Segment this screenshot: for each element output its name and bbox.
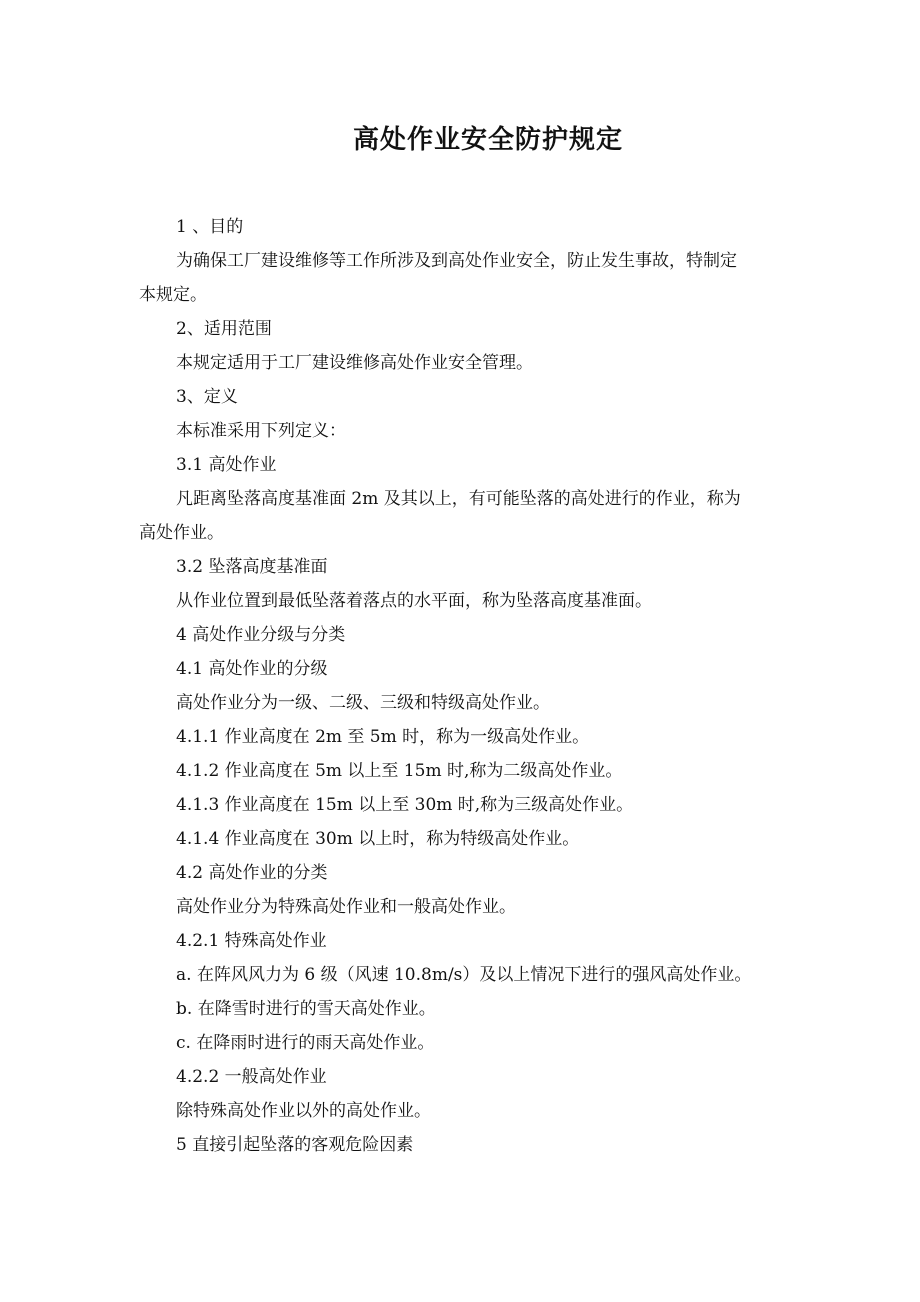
paragraph-line: 除特殊高处作业以外的高处作业。	[176, 1101, 431, 1121]
document-body	[139, 210, 789, 1162]
paragraph-line: 4.2.2 一般高处作业	[176, 1067, 327, 1087]
paragraph-line: 本规定适用于工厂建设维修高处作业安全管理。	[176, 353, 533, 373]
paragraph-line: 3.2 坠落高度基准面	[176, 557, 328, 577]
paragraph-line: 4.1 高处作业的分级	[176, 659, 328, 679]
paragraph-line: 2、适用范围	[176, 319, 272, 339]
paragraph-line: 凡距离坠落高度基准面 2m 及其以上，有可能坠落的高处进行的作业，称为	[176, 489, 741, 509]
paragraph-line: c. 在降雨时进行的雨天高处作业。	[176, 1033, 435, 1053]
paragraph-line: 4 高处作业分级与分类	[176, 625, 346, 645]
paragraph-line: 为确保工厂建设维修等工作所涉及到高处作业安全，防止发生事故，特制定	[176, 251, 737, 271]
paragraph-line: 3、定义	[176, 387, 238, 407]
paragraph-line: 1 、目的	[176, 217, 244, 237]
document-title: 高处作业安全防护规定	[352, 125, 623, 155]
paragraph-line: 本规定。	[139, 285, 207, 305]
paragraph-line: b. 在降雪时进行的雪天高处作业。	[176, 999, 436, 1019]
paragraph-line: 高处作业分为一级、二级、三级和特级高处作业。	[176, 693, 550, 713]
paragraph-line: a. 在阵风风力为 6 级（风速 10.8m/s）及以上情况下进行的强风高处作业。	[176, 965, 752, 985]
paragraph-line: 4.2.1 特殊高处作业	[176, 931, 327, 951]
paragraph-line: 高处作业分为特殊高处作业和一般高处作业。	[176, 897, 516, 917]
paragraph-line: 4.1.3 作业高度在 15m 以上至 30m 时,称为三级高处作业。	[176, 795, 634, 815]
paragraph-line: 3.1 高处作业	[176, 455, 277, 475]
paragraph-line: 高处作业。	[139, 523, 224, 543]
paragraph-line: 4.1.2 作业高度在 5m 以上至 15m 时,称为二级高处作业。	[176, 761, 623, 781]
paragraph-line: 本标准采用下列定义：	[176, 421, 346, 441]
paragraph-line: 4.2 高处作业的分类	[176, 863, 328, 883]
paragraph-line: 4.1.1 作业高度在 2m 至 5m 时，称为一级高处作业。	[176, 727, 590, 747]
paragraph-line: 从作业位置到最低坠落着落点的水平面，称为坠落高度基准面。	[176, 591, 652, 611]
paragraph-line: 4.1.4 作业高度在 30m 以上时，称为特级高处作业。	[176, 829, 580, 849]
paragraph-line: 5 直接引起坠落的客观危险因素	[176, 1135, 414, 1155]
